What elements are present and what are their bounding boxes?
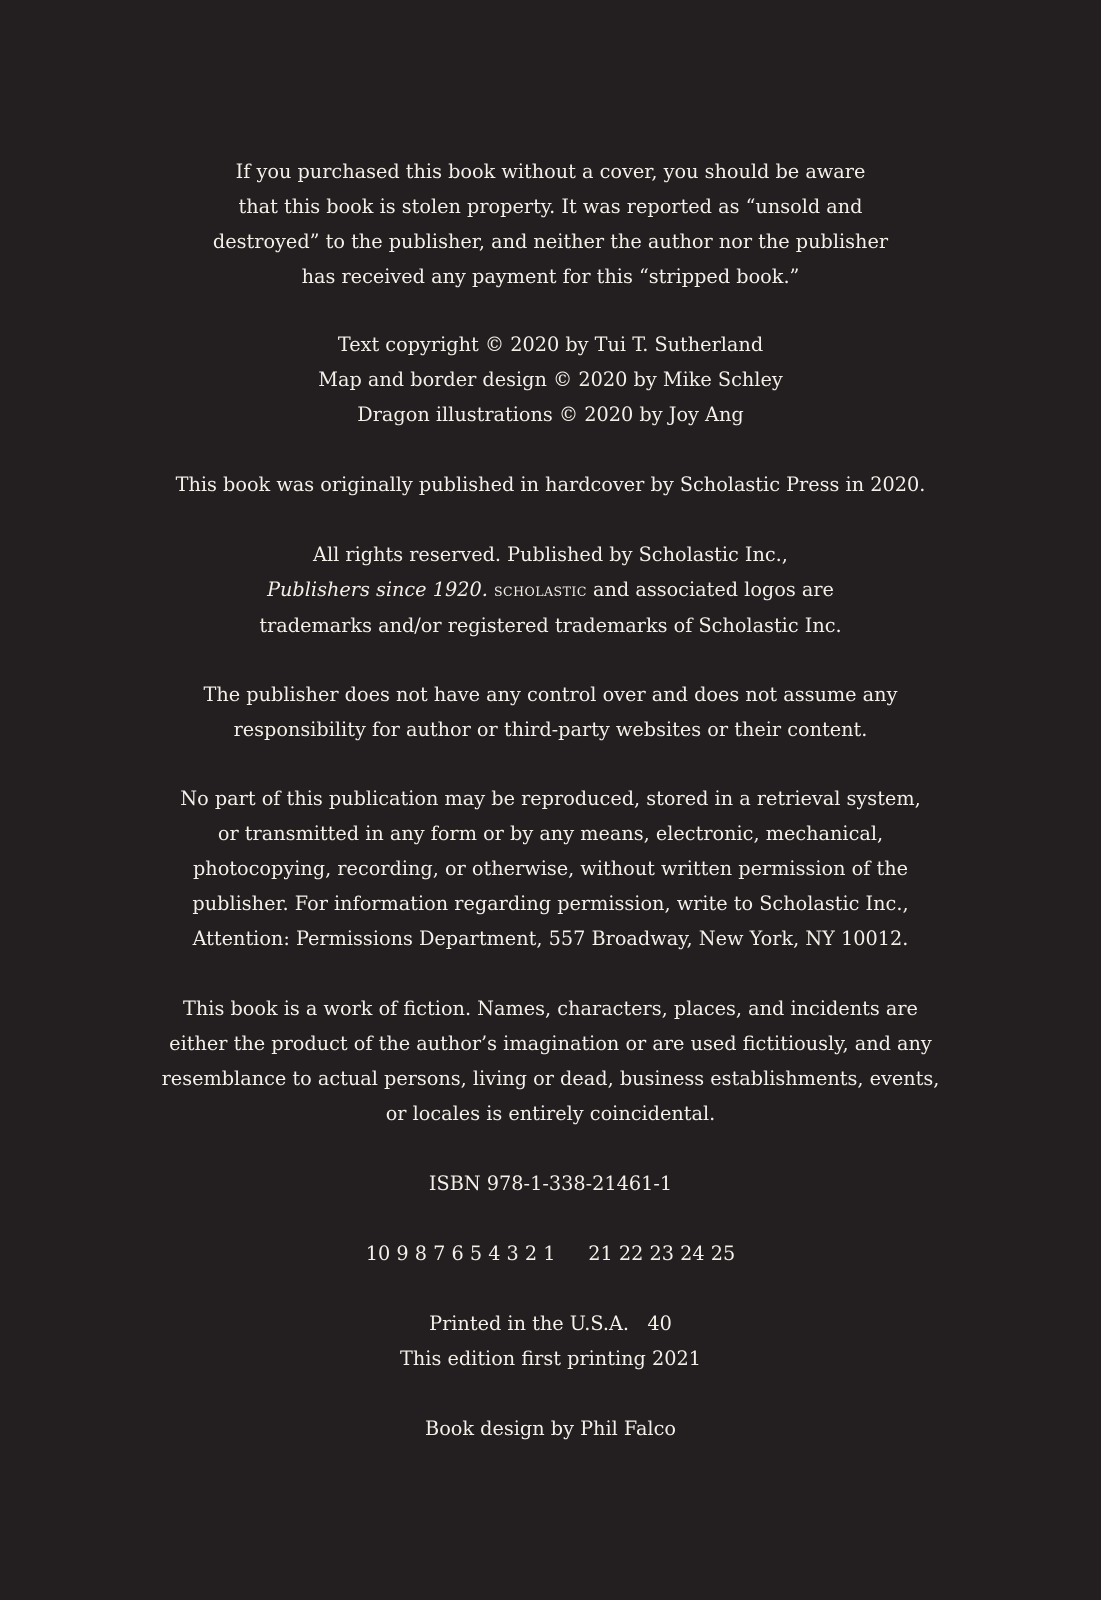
fiction-line: either the product of the author’s imagination or are used fictitiously, and any	[169, 1031, 932, 1055]
rights-statement	[0, 537, 1101, 643]
isbn-block	[0, 1166, 1101, 1201]
stripped-notice-line: If you purchased this book without a cover, you should be aware	[235, 159, 866, 183]
fiction-line: resemblance to actual persons, living or dead, business establishments, events,	[161, 1066, 940, 1090]
reproduction-line: Attention: Permissions Department, 557 Broadway, New York, NY 10012.	[192, 926, 909, 950]
reproduction-line: No part of this publication may be reproduced, stored in a retrieval system,	[180, 786, 921, 810]
rights-line: All rights reserved. Published by Scholastic Inc.,	[313, 542, 788, 566]
reproduction-line: publisher. For information regarding permission, write to Scholastic Inc.,	[192, 891, 909, 915]
illustration-copyright: Dragon illustrations © 2020 by Joy Ang	[357, 402, 744, 426]
reproduction-line: photocopying, recording, or otherwise, without written permission of the	[192, 856, 909, 880]
rights-line: trademarks and/or registered trademarks of Scholastic Inc.	[259, 613, 842, 637]
fiction-disclaimer	[0, 991, 1101, 1131]
edition-line: This edition first printing 2021	[400, 1346, 701, 1370]
fiction-line: This book is a work of fiction. Names, characters, places, and incidents are	[183, 996, 918, 1020]
disclaimer-line: responsibility for author or third-party websites or their content.	[233, 717, 868, 741]
logos-text: and associated logos are	[593, 577, 834, 601]
reproduction-notice	[0, 781, 1101, 956]
printer-key	[0, 1236, 1101, 1271]
printing-info	[0, 1306, 1101, 1376]
isbn: ISBN 978-1-338-21461-1	[428, 1171, 673, 1195]
text-copyright: Text copyright © 2020 by Tui T. Sutherland	[337, 332, 764, 356]
disclaimer-line: The publisher does not have any control over and does not assume any	[203, 682, 898, 706]
original-publication-note	[0, 467, 1101, 502]
third-party-disclaimer	[0, 677, 1101, 747]
original-publication-line: This book was originally published in hardcover by Scholastic Press in 2020.	[175, 472, 926, 496]
map-copyright: Map and border design © 2020 by Mike Schley	[318, 367, 783, 391]
design-credit: Book design by Phil Falco	[425, 1416, 676, 1440]
stripped-notice-line: destroyed” to the publisher, and neither the author nor the publisher	[212, 229, 889, 253]
design-credit-block	[0, 1411, 1101, 1446]
plant-code: 40	[647, 1311, 672, 1335]
reproduction-line: or transmitted in any form or by any means, electronic, mechanical,	[217, 821, 884, 845]
stripped-notice-line: that this book is stolen property. It was reported as “unsold and	[238, 194, 863, 218]
fiction-line: or locales is entirely coincidental.	[385, 1101, 716, 1125]
printed-in: Printed in the U.S.A.	[429, 1311, 629, 1335]
year-numbers: 21 22 23 24 25	[588, 1241, 736, 1265]
publishers-since-text: Publishers since 1920.	[267, 577, 488, 601]
impression-numbers: 10 9 8 7 6 5 4 3 2 1	[365, 1241, 556, 1265]
copyright-credits	[0, 327, 1101, 432]
rights-line	[21, 572, 1081, 608]
stripped-book-notice	[0, 154, 1101, 294]
scholastic-brand: scholastic	[493, 579, 587, 601]
stripped-notice-line: has received any payment for this “stripped book.”	[301, 264, 800, 288]
